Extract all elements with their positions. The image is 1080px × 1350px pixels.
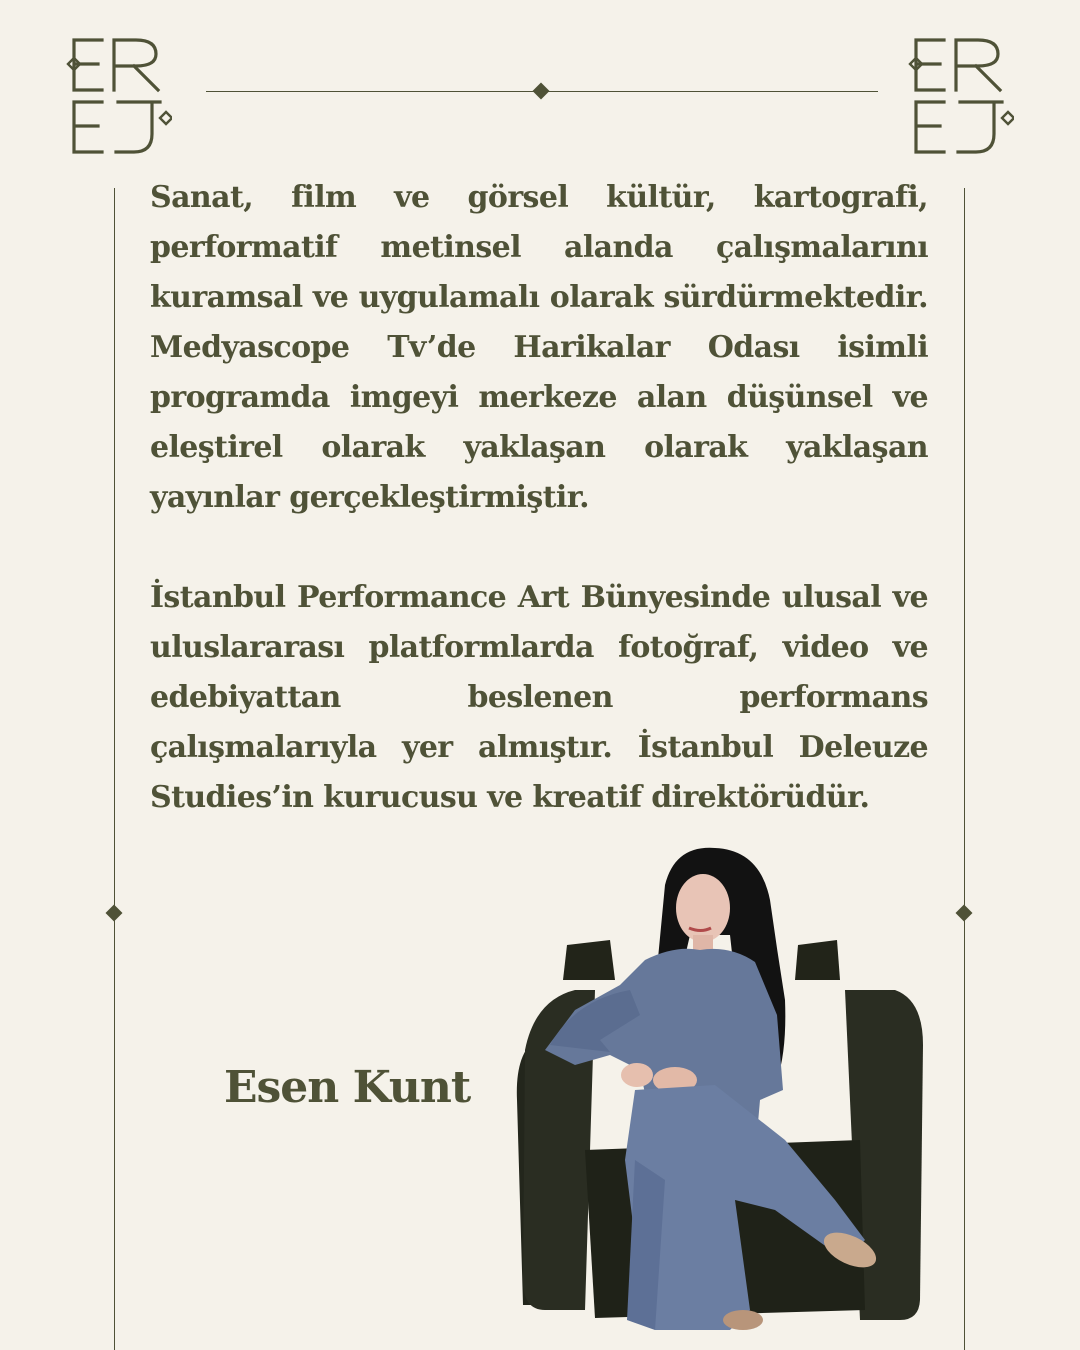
erej-monogram-icon (904, 34, 1014, 156)
top-diamond-ornament (533, 83, 550, 100)
erej-monogram-icon (62, 34, 172, 156)
portrait-photo (515, 840, 930, 1340)
logo-left (62, 34, 172, 156)
person-name: Esen Kunt (224, 1062, 471, 1113)
left-diamond-ornament (106, 905, 123, 922)
bio-paragraph-1: Sanat, film ve görsel kültür, kartografi, performatif metinsel alanda çalışmalarını kuramsal ve uygulamalı olarak sürdürmektedir. Medyascope Tv’de Harikalar Odası isimli programda imgeyi merkeze alan düşünsel ve eleştirel olarak yaklaşan olarak yaklaşan yayınlar gerçekleştirmiştir. (150, 180, 928, 515)
logo-right (904, 34, 1014, 156)
right-diamond-ornament (956, 905, 973, 922)
right-border-line (964, 188, 965, 1350)
left-border-line (114, 188, 115, 1350)
bio-paragraph-2: İstanbul Performance Art Bünyesinde ulusal ve uluslararası platformlarda fotoğraf, video ve edebiyattan beslenen performans çalışmalarıyla yer almıştır. İstanbul Deleuze Studies’in kurucusu ve kreatif direktörüdür. (150, 580, 928, 815)
bio-text (150, 173, 928, 823)
